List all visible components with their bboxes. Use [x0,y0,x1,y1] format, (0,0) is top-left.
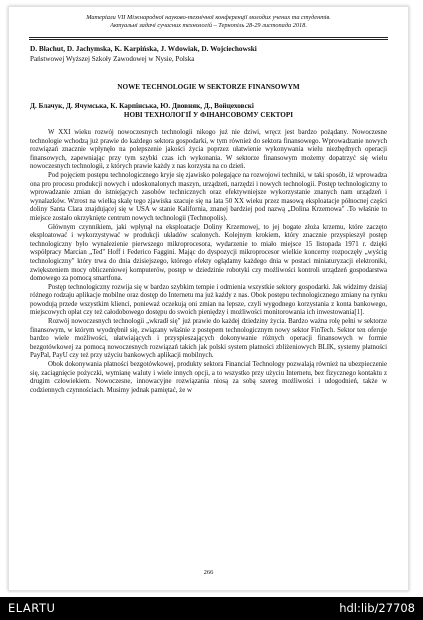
header-line-2: Актуальні задачі сучасних технологій – Тернопіль 28-29 листопада 2018. [110,21,307,29]
authors: D. Blachut, D. Jachymska, K. Karpińska, J. Wdowiak, D. Wojciechowski [30,44,257,53]
authors-ukrainian: Д. Блачук, Д. Ячумська, К. Карпінська, Ю. Двовняк, Д., Войцеховскі [30,102,254,110]
document-page [8,6,409,591]
repository-name: ELARTU [8,601,56,615]
paragraph: Pod pojęciem postępu technologicznego kryje się zjawisko polegające na rozwojowi techniki, w taki sposób, iż wprowadza ona pro procesu produkcji nowych i udoskonalonych maszyn, urządzeń, narzędzi i nowych technologii. Postęp technologiczny to wprowadzanie zmian do istniejących zasobów technicznych oraz efektywniejsze wykorzystanie znanych nam urządzeń i wynalazków. Wzrost na wielką skalę tego zjawiska szacuje się na lata 50 XX wieku przez masową eksploatacje północnej części doliny Santa Clara znajdującej się w USA w stanie Kalifornia, znanej bardziej pod nazwą „Dolina Krzemowa" .To właśnie to miejsce zostało okrzyknięte centrum nowych technologii (Technopolis). [30,171,387,222]
header-line-1: Матеріали VII Міжнародної науково-технічної конференції молодих учених та студентів. [86,14,331,21]
paragraph: Głównym czynnikiem, jaki wpłynął na eksploatacje Doliny Krzemowej, to jej bogate złoża krzemu, które zaczęto eksploatować i wykorzystywać w produkcji układów scalonych. Kolejnym krokiem, który znacznie przyspieszył postęp technologiczny było wynalezienie pierwszego mikroprocesora, wydarzenie to miało miejsce 15 listopada 1971 r. dzięki współpracy Marcian „Ted" Hoff i Federico Faggini. Mając do dyspozycji mikroprocesor wielkie koncerny rozpoczęły „wyścig technologiczny" który trwa do dnia dzisiejszego, którego efekty oglądamy każdego dnia w postaci miniaturyzacji elektroniki, zwiększeniem mocy obliczeniowej komputerów, postęp w dziedzinie robotyki czy możliwości kontroli urządzeń gospodarstwa domowego za pomocą smartfona. [30,223,387,283]
paragraph: W XXI wieku rozwój nowoczesnych technologii nikogo już nie dziwi, wręcz jest bardzo pożądany. Nowoczesne technologie wchodzą już prawie do każdego sektora gospodarki, w tym również do sektora finansowego. Wprowadzanie nowych rozwiązań znacznie wpłynęło na polepszenie jakości życia poprzez ułatwienie wykonywania wielu niezbędnych operacji finansowych, zapewniając przy tym szybki czas ich wykonania. W sektorze finansowym możemy dopatrzyć się wielu nowoczesnych technologii, z których prawie każdy z nas korzysta na co dzień. [30,129,387,171]
running-header [29,14,388,30]
affiliation: Państwowej Wyższej Szkoły Zawodowej w Nysie, Polska [30,55,195,63]
title-ukrainian: НОВІ ТЕХНОЛОГІЇ У ФІНАНСОВОМУ СЕКТОРІ [123,111,294,119]
header-rule-thin [29,39,388,40]
paragraph: Rozwój nowoczesnych technologii „wkradł się" już prawie do każdej dziedziny życia. Bardzo ważna rolę pełni w sektorze finansowym, w którym wyodrębnił się, związany właśnie z postępem technologicznym nowy sektor FinTech. Sektor ten oferuje bardzo wiele możliwości, ułatwiających i przyspieszających dokonywanie różnych operacji finansowych w formie bezgotówkowej za pomocą nowoczesnych rozwiązań takich jak polski system płatności zbliżeniowych BLIK, systemy płatności PayPal, PayU czy też przy użyciu bankowych aplikacji mobilnych. [30,318,387,360]
footer-bar [0,597,423,620]
handle-identifier: hdl:lib/27708 [339,601,415,615]
paragraph: Obok dokonywania płatności bezgotówkowej, produkty sektora Financial Technology pozwalają również na ubezpieczenie się, zaciągnięcie pożyczki, wymianę waluty i wiele innych opcji, a to wszystko przy użyciu Internetu, bez fizycznego kontaktu z drugim człowiekiem. Nowoczesne, innowacyjne rozwiązania niosą za sobą szereg możliwości i udogodnień, także w codziennych czynnościach. Musimy jednak pamiętać, że w [30,361,387,394]
paragraph: Postęp technologiczny rozwija się w bardzo szybkim tempie i odmienia wszystkie sektory gospodarki. Jak widzimy dzisiaj różnego rodzaju aplikacje mobilne oraz dostęp do Internetu ma już każdy z nas. Obok postępu technologicznego zmiany na rynku powodują przede wszystkim klienci, ponieważ oczekują oni zmian na lepsze, czyli wygodnego korzystania z konta bankowego, miejscowych opłat czy też całodobowego dostępu do swoich pieniędzy i możliwości monitorowania ich inwestowania[1]. [30,283,387,317]
page-number: 266 [203,569,214,576]
title-polish: NOWE TECHNOLOGIE W SEKTORZE FINANSOWYM [117,83,300,91]
article-body [30,129,387,395]
header-rule [29,37,388,38]
